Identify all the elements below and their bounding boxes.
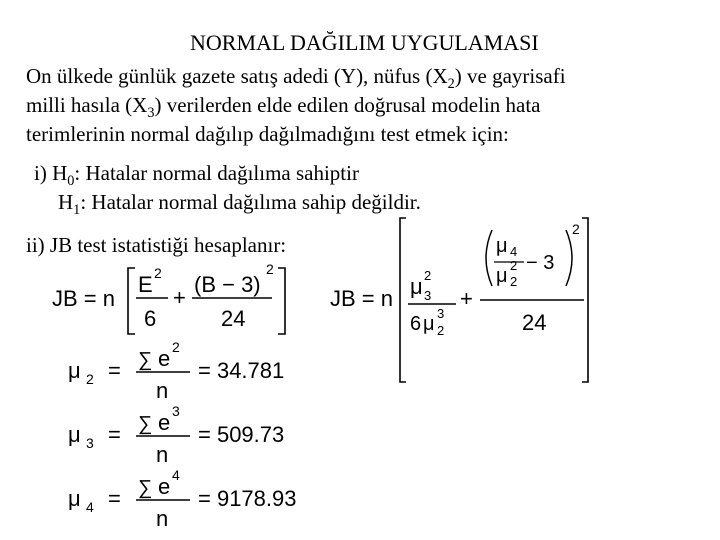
formula2-six: 6	[410, 313, 422, 335]
formula2-mu3-sub: 3	[424, 288, 432, 303]
formula2-left-bracket	[400, 218, 406, 382]
formula2-inner-left-paren	[486, 230, 492, 286]
jb-formula-simple	[40, 258, 310, 340]
moments-block	[60, 342, 340, 538]
moment-den-0: n	[156, 378, 169, 403]
formula1-six: 6	[144, 306, 157, 331]
formula2-mu2: μ	[423, 313, 435, 335]
formula2-lhs: JB = n	[330, 286, 393, 311]
moment-value-1: = 509.73	[198, 422, 285, 447]
moment-mu-1: μ	[68, 422, 81, 447]
moment-mu-sub-1: 3	[86, 435, 94, 451]
page-title: NORMAL DAĞILIM UYGULAMASI	[190, 30, 539, 55]
moment-mu-sub-2: 4	[86, 499, 94, 515]
jb-formula-moments	[326, 212, 590, 388]
formula2-plus: +	[460, 286, 473, 311]
moment-e-exp-1: 3	[172, 403, 180, 419]
formula1-right-bracket	[278, 268, 285, 334]
hypothesis-h1: $H_1$: Hatalar normal dağılıma sahip değildir.	[58, 190, 421, 219]
formula2-mu3: μ	[410, 274, 423, 299]
moment-mu-0: μ	[68, 358, 81, 383]
formula2-mu4: μ	[496, 235, 508, 257]
formula2-mu2-sup: 3	[437, 306, 445, 321]
formula2-mu2-sub: 2	[437, 323, 445, 338]
moment-den-2: n	[156, 506, 169, 531]
formula1-left-bracket	[128, 268, 135, 334]
moment-e-exp-0: 2	[172, 342, 180, 355]
formula1-e-exp: 2	[154, 265, 162, 281]
moment-value-0: = 34.781	[198, 358, 285, 383]
hypothesis-h0: i) $H_0$: Hatalar normal dağılıma sahiptir	[34, 161, 359, 190]
moment-e-0: e	[158, 346, 171, 371]
intro-line-2: milli hasıla $(X_3)$ verilerden elde edilen doğrusal modelin hata	[26, 93, 541, 122]
formula2-mu2b: μ	[496, 265, 508, 287]
moment-sum-icon-1: ∑	[138, 413, 153, 435]
moment-value-2: = 9178.93	[198, 486, 297, 511]
formula1-e: E	[138, 272, 153, 297]
intro-line-1: On ülkede günlük gazete satış adedi (Y), nüfus $(X_2)$ ve gayrisafi	[26, 64, 566, 93]
formula1-lhs: JB = n	[52, 286, 115, 311]
moment-e-exp-2: 4	[172, 467, 180, 483]
moment-den-1: n	[156, 442, 169, 467]
formula1-b-term: (B − 3)	[194, 272, 261, 297]
moment-mu-sub-0: 2	[86, 371, 94, 387]
formula1-b-exp: 2	[266, 261, 274, 277]
formula2-mu2b-sub: 2	[510, 274, 518, 289]
moment-eq-2: =	[108, 486, 121, 511]
formula2-mu4-sub: 4	[510, 244, 518, 259]
moment-e-1: e	[158, 410, 171, 435]
moment-eq-1: =	[108, 422, 121, 447]
moment-eq-0: =	[108, 358, 121, 383]
formula2-24: 24	[522, 310, 547, 335]
formula1-24: 24	[221, 306, 246, 331]
moment-e-2: e	[158, 474, 171, 499]
formula1-plus: +	[173, 285, 186, 310]
formula2-outer-exp: 2	[572, 221, 580, 237]
formula2-mu2b-sup: 2	[510, 258, 518, 273]
moment-sum-icon-0: ∑	[138, 349, 153, 371]
formula2-inner-right-paren	[566, 230, 572, 286]
formula2-mu3-sup: 2	[424, 268, 432, 283]
formula2-minus3: − 3	[526, 252, 555, 274]
moment-sum-icon-2: ∑	[138, 477, 153, 499]
moment-mu-2: μ	[68, 486, 81, 511]
step-2-label: ii) JB test istatistiği hesaplanır:	[26, 233, 287, 257]
intro-line-3: terimlerinin normal dağılıp dağılmadığını test etmek için:	[26, 122, 509, 146]
